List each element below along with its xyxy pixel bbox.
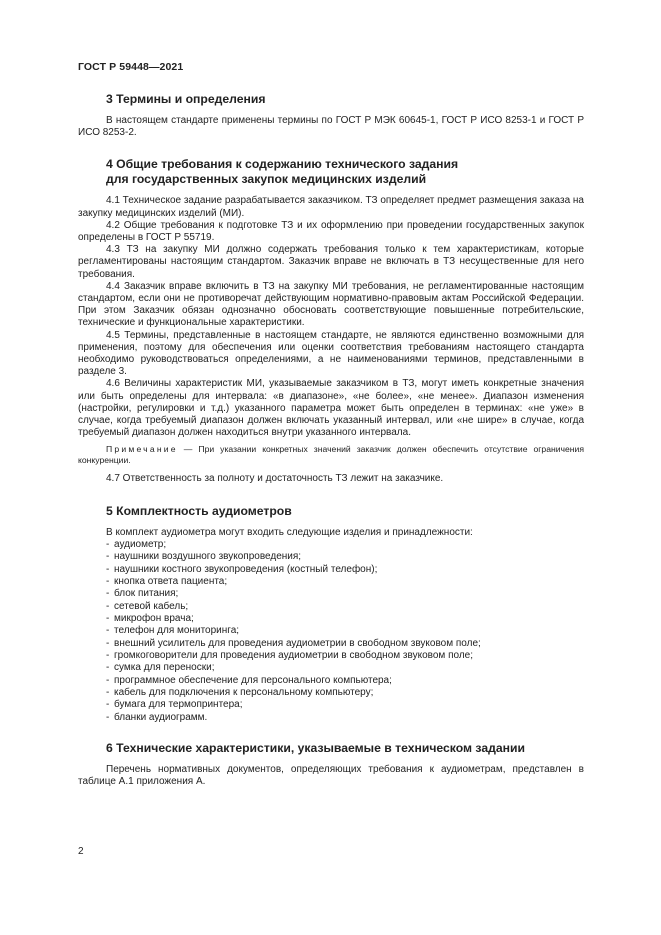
clause-4-4: 4.4 Заказчик вправе включить в ТЗ на закупку МИ требования, не регламентированные настоящим стандартом, если они не противоречат действующим нормативно-правовым актам Российской Федерации. При этом Заказчик обязан однозначно обосновать соответствующие повышенные потребительские, технические и функциональные характеристики. <box>78 280 584 329</box>
clause-4-2: 4.2 Общие требования к подготовке ТЗ и их оформлению при проведении государственных закупок определены в ГОСТ Р 55719. <box>78 219 584 244</box>
list-dash: - <box>106 575 110 587</box>
list-item-text: аудиометр; <box>114 538 167 550</box>
list-item <box>78 662 584 674</box>
section-6 <box>78 741 584 788</box>
list-dash: - <box>106 551 110 563</box>
list-dash: - <box>106 711 110 723</box>
list-item-text: наушники воздушного звукопроведения; <box>114 551 302 563</box>
note-text: — При указании конкретных значений заказчик должен обеспечить отсутствие ограничения конкуренции. <box>78 444 584 466</box>
list-dash: - <box>106 612 110 624</box>
section-5 <box>78 504 584 724</box>
list-dash: - <box>106 625 110 637</box>
list-dash: - <box>106 538 110 550</box>
list-item-text: телефон для мониторинга; <box>114 625 240 637</box>
document-id: ГОСТ Р 59448—2021 <box>78 61 184 73</box>
section-4-title-line1: 4 Общие требования к содержанию технического задания <box>106 157 459 172</box>
list-item <box>78 625 584 637</box>
list-item-text: кабель для подключения к персональному компьютеру; <box>114 687 374 698</box>
list-item <box>78 588 584 600</box>
list-dash: - <box>106 662 110 674</box>
list-dash: - <box>106 600 110 612</box>
list-item <box>78 576 584 588</box>
list-item-text: кнопка ответа пациента; <box>114 575 228 587</box>
section-4 <box>78 157 584 485</box>
clause-4-6: 4.6 Величины характеристик МИ, указываемые заказчиком в ТЗ, могут иметь конкретные значения или быть определены для интервала: «в диапазоне», «не более», «не менее». Диапазон изменения (настройки, регулировки и т.д.) указанного параметра может быть определен в терминах: «не уже» в случае, когда требуемый диапазон должен включать указанный интервал, или «не шире» в случае, когда требуемый диапазон должен находиться внутри указанного интервала. <box>78 378 584 439</box>
list-item <box>78 638 584 650</box>
section-3-paragraph: В настоящем стандарте применены термины по ГОСТ Р МЭК 60645-1, ГОСТ Р ИСО 8253-1 и ГОСТ Р ИСО 8253-2. <box>78 115 584 139</box>
list-dash: - <box>106 563 110 575</box>
section-5-title: 5 Комплектность аудиометров <box>106 503 292 518</box>
list-item-text: внешний усилитель для проведения аудиометрии в свободном звуковом поле; <box>114 637 481 649</box>
clause-4-7: 4.7 Ответственность за полноту и достаточность ТЗ лежит на заказчике. <box>106 473 444 485</box>
list-item-text: блок питания; <box>114 588 179 600</box>
list-item-text: бланки аудиограмм. <box>114 711 208 723</box>
list-item <box>78 675 584 687</box>
list-item-text: наушники костного звукопроведения (костный телефон); <box>114 563 378 575</box>
list-item-text: сетевой кабель; <box>114 600 189 612</box>
section-6-paragraph: Перечень нормативных документов, определяющих требования к аудиометрам, представлен в таблице А.1 приложения А. <box>78 764 584 788</box>
list-item <box>78 601 584 613</box>
list-item <box>78 699 584 711</box>
list-dash: - <box>106 588 110 600</box>
page-number: 2 <box>78 846 84 857</box>
equipment-list <box>78 539 584 724</box>
list-item-text: микрофон врача; <box>114 612 194 624</box>
section-3 <box>78 92 584 139</box>
list-dash: - <box>106 674 110 686</box>
list-dash: - <box>106 687 110 698</box>
list-item <box>78 551 584 563</box>
list-item <box>78 712 584 724</box>
list-item <box>78 539 584 551</box>
clause-4-3: 4.3 ТЗ на закупку МИ должно содержать требования только к тем характеристикам, которые регламентированы настоящим стандартом. Заказчик вправе не включать в ТЗ несущественные для него требования. <box>78 244 584 280</box>
list-item <box>78 687 584 699</box>
list-dash: - <box>106 699 110 711</box>
list-item-text: программное обеспечение для персонального компьютера; <box>114 674 392 686</box>
list-dash: - <box>106 637 110 649</box>
list-item-text: сумка для переноски; <box>114 662 215 674</box>
list-dash: - <box>106 649 110 661</box>
note <box>78 444 584 466</box>
clause-4-5: 4.5 Термины, представленные в настоящем стандарте, не являются единственно возможными для применения, поэтому для обеспечения или оценки соответствия требованиям настоящего стандарта необходимо руководствоваться определениями, а не наименованиями терминов, представленными в разделе 3. <box>78 329 584 378</box>
section-3-title: 3 Термины и определения <box>106 92 266 106</box>
list-item <box>78 613 584 625</box>
list-item-text: громкоговорители для проведения аудиометрии в свободном звуковом поле; <box>114 649 473 661</box>
section-5-intro: В комплект аудиометра могут входить следующие изделия и принадлежности: <box>106 526 473 538</box>
clause-4-1: 4.1 Техническое задание разрабатывается заказчиком. ТЗ определяет предмет размещения заказа на закупку медицинских изделий (МИ). <box>78 195 584 219</box>
page-content <box>78 92 584 788</box>
list-item <box>78 650 584 662</box>
list-item <box>78 564 584 576</box>
section-4-title-line2: для государственных закупок медицинских изделий <box>106 172 427 187</box>
note-label: Примечание <box>106 444 178 455</box>
list-item-text: бумага для термопринтера; <box>114 699 243 711</box>
section-6-title: 6 Технические характеристики, указываемые в техническом задании <box>106 741 525 756</box>
